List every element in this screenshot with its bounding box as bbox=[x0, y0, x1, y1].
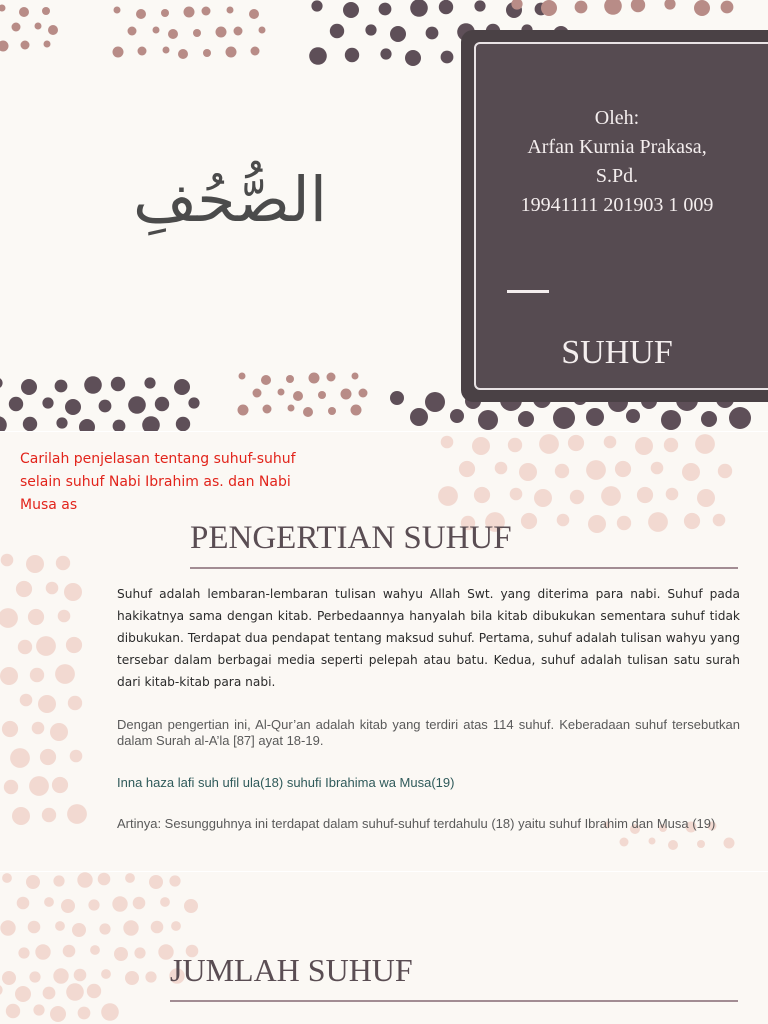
decorative-dot bbox=[66, 983, 84, 1001]
decorative-dot bbox=[52, 777, 68, 793]
decorative-dot bbox=[136, 9, 146, 19]
decorative-dot bbox=[142, 416, 160, 432]
decorative-dot bbox=[234, 27, 243, 36]
decorative-dot bbox=[557, 514, 570, 527]
decorative-dot bbox=[58, 610, 71, 623]
decorative-dot bbox=[29, 776, 49, 796]
decorative-dot bbox=[626, 409, 640, 423]
decorative-dot bbox=[718, 464, 732, 478]
decorative-dot bbox=[309, 373, 320, 384]
decorative-dot bbox=[695, 434, 715, 454]
decorative-dot bbox=[459, 461, 475, 477]
decorative-dot bbox=[168, 29, 178, 39]
decorative-dot bbox=[18, 640, 32, 654]
decorative-dot bbox=[16, 581, 32, 597]
decorative-dot bbox=[78, 1007, 91, 1020]
decorative-dot bbox=[61, 899, 75, 913]
decorative-dot bbox=[35, 23, 42, 30]
decorative-dot bbox=[10, 748, 30, 768]
decorative-dot bbox=[510, 488, 523, 501]
decorative-dot bbox=[330, 24, 344, 38]
decorative-dot bbox=[67, 804, 87, 824]
decorative-dot bbox=[160, 897, 170, 907]
decorative-dot bbox=[570, 490, 584, 504]
decorative-dot bbox=[541, 0, 557, 16]
decorative-dot bbox=[648, 512, 668, 532]
decorative-dot bbox=[631, 0, 645, 12]
decorative-dot bbox=[286, 375, 294, 383]
decorative-dot bbox=[87, 984, 101, 998]
decorative-dot bbox=[721, 1, 734, 14]
decorative-dot bbox=[309, 47, 327, 65]
decorative-dot bbox=[637, 487, 653, 503]
decorative-dot bbox=[534, 489, 552, 507]
decorative-dot bbox=[293, 391, 303, 401]
decorative-dot bbox=[111, 377, 125, 391]
decorative-dot bbox=[359, 389, 368, 398]
decorative-dot bbox=[33, 1004, 44, 1015]
decorative-dot bbox=[649, 838, 656, 845]
decorative-dot bbox=[380, 48, 391, 59]
decorative-dot bbox=[134, 947, 145, 958]
decorative-dot bbox=[729, 407, 751, 429]
decorative-dot bbox=[586, 460, 606, 480]
decorative-dot bbox=[345, 48, 359, 62]
decorative-dot bbox=[701, 411, 717, 427]
title-divider bbox=[507, 290, 549, 293]
decorative-dot bbox=[1, 554, 14, 567]
decorative-dot bbox=[12, 23, 21, 32]
decorative-dot bbox=[697, 489, 715, 507]
decorative-dot bbox=[26, 555, 44, 573]
decorative-dot bbox=[664, 438, 678, 452]
decorative-dot bbox=[53, 968, 68, 983]
decorative-dot bbox=[26, 875, 40, 889]
decorative-dot bbox=[682, 463, 700, 481]
decorative-dot bbox=[0, 377, 3, 388]
decorative-dot bbox=[184, 899, 198, 913]
decorative-dot bbox=[253, 389, 262, 398]
decorative-dot bbox=[278, 389, 285, 396]
decorative-dot bbox=[518, 411, 534, 427]
decorative-dot bbox=[55, 921, 65, 931]
decorative-dot bbox=[184, 7, 195, 18]
decorative-dot bbox=[410, 0, 428, 17]
decorative-dot bbox=[149, 875, 163, 889]
decorative-dot bbox=[101, 969, 111, 979]
decorative-dot bbox=[20, 694, 33, 707]
decorative-dot bbox=[145, 971, 156, 982]
decorative-dot bbox=[125, 873, 135, 883]
decorative-dot bbox=[251, 47, 260, 56]
decorative-dot bbox=[123, 920, 138, 935]
decorative-dot bbox=[450, 409, 464, 423]
decorative-dot bbox=[35, 944, 50, 959]
decorative-dot bbox=[53, 875, 64, 886]
decorative-dot bbox=[0, 41, 9, 52]
decorative-dot bbox=[365, 24, 376, 35]
decorative-dot bbox=[575, 1, 588, 14]
decorative-dot bbox=[311, 0, 322, 11]
decorative-dot bbox=[114, 7, 121, 14]
decorative-dot bbox=[28, 921, 41, 934]
decorative-dot bbox=[42, 808, 56, 822]
decorative-dot bbox=[472, 437, 490, 455]
decorative-dot bbox=[99, 400, 112, 413]
decorative-dot bbox=[474, 487, 490, 503]
decorative-dot bbox=[555, 464, 569, 478]
decorative-dot bbox=[2, 873, 12, 883]
cover-slide bbox=[0, 0, 768, 432]
cover-title: SUHUF bbox=[561, 334, 673, 371]
decorative-dot bbox=[0, 920, 15, 935]
decorative-dot bbox=[99, 923, 110, 934]
author-name: Arfan Kurnia Prakasa, bbox=[527, 136, 707, 158]
heading-underline bbox=[190, 567, 738, 569]
decorative-dot bbox=[77, 872, 92, 887]
decorative-dot bbox=[155, 397, 169, 411]
decorative-dot bbox=[63, 945, 76, 958]
decorative-dot bbox=[303, 407, 313, 417]
decorative-dot bbox=[38, 695, 56, 713]
decorative-dot bbox=[588, 515, 606, 533]
decorative-dot bbox=[88, 899, 99, 910]
section-heading: PENGERTIAN SUHUF bbox=[190, 520, 512, 556]
decorative-dot bbox=[48, 25, 58, 35]
decorative-dot bbox=[568, 435, 584, 451]
decorative-dot bbox=[193, 29, 201, 37]
decorative-dot bbox=[32, 722, 45, 735]
decorative-dot bbox=[521, 513, 537, 529]
decorative-dot bbox=[508, 438, 522, 452]
decorative-dot bbox=[21, 41, 30, 50]
decorative-dot bbox=[724, 838, 735, 849]
decorative-dot bbox=[697, 840, 705, 848]
arabic-title: الصُّحُفِ bbox=[132, 163, 328, 236]
decorative-dot bbox=[617, 516, 631, 530]
decorative-dot bbox=[0, 416, 7, 432]
decorative-dot bbox=[98, 873, 111, 886]
definition-slide bbox=[0, 432, 768, 872]
decorative-dot bbox=[438, 486, 458, 506]
decorative-dot bbox=[379, 3, 392, 16]
decorative-dot bbox=[4, 780, 18, 794]
decorative-dot bbox=[50, 723, 68, 741]
decorative-dot bbox=[426, 27, 439, 40]
decorative-dot bbox=[28, 609, 44, 625]
decorative-dot bbox=[239, 373, 246, 380]
decorative-dot bbox=[539, 434, 559, 454]
verse-translation: Artinya: Sesungguhnya ini terdapat dalam suhuf-suhuf terdahulu (18) yaitu suhuf Ibrahim dan Musa (19) bbox=[117, 816, 716, 831]
decorative-dot bbox=[151, 921, 164, 934]
decorative-dot bbox=[226, 47, 237, 58]
decorative-dot bbox=[261, 375, 271, 385]
decorative-dot bbox=[620, 838, 629, 847]
decorative-dot bbox=[125, 971, 139, 985]
verse-transliteration: Inna haza lafi suh ufil ula(18) suhufi Ibrahima wa Musa(19) bbox=[117, 775, 455, 790]
author-degree: S.Pd. bbox=[595, 165, 639, 187]
decorative-dot bbox=[174, 379, 190, 395]
decorative-dot bbox=[327, 373, 336, 382]
decorative-dot bbox=[30, 668, 44, 682]
decorative-dot bbox=[70, 750, 83, 763]
decorative-dot bbox=[661, 410, 681, 430]
decorative-dot bbox=[42, 397, 53, 408]
decorative-dot bbox=[138, 47, 147, 56]
decorative-dot bbox=[713, 514, 726, 527]
assignment-instruction: Carilah penjelasan tentang suhuf-suhuf selain suhuf Nabi Ibrahim as. dan Nabi Musa as bbox=[20, 451, 296, 513]
decorative-dot bbox=[249, 9, 259, 19]
decorative-dot bbox=[133, 897, 146, 910]
decorative-dot bbox=[351, 405, 362, 416]
decorative-dot bbox=[17, 897, 30, 910]
decorative-dot bbox=[114, 947, 128, 961]
decorative-dot bbox=[615, 461, 631, 477]
decorative-dot bbox=[90, 945, 100, 955]
decorative-dot bbox=[65, 399, 81, 415]
decorative-dot bbox=[666, 488, 679, 501]
decorative-dot bbox=[44, 897, 54, 907]
decorative-dot bbox=[0, 5, 6, 12]
decorative-dot bbox=[263, 405, 272, 414]
decorative-dot bbox=[18, 947, 29, 958]
decorative-dot bbox=[478, 410, 498, 430]
decorative-dot bbox=[2, 971, 16, 985]
decorative-dot bbox=[128, 396, 146, 414]
decorative-dot bbox=[153, 27, 160, 34]
decorative-dot bbox=[128, 27, 137, 36]
decorative-dot bbox=[178, 49, 188, 59]
author-id-number: 19941111 201903 1 009 bbox=[520, 194, 714, 216]
decorative-dot bbox=[161, 9, 169, 17]
author-label: Oleh: bbox=[594, 107, 640, 129]
decorative-dot bbox=[15, 986, 31, 1002]
decorative-dot bbox=[163, 47, 170, 54]
decorative-dot bbox=[112, 896, 127, 911]
definition-paragraph: Suhuf adalah lembaran-lembaran tulisan wahyu Allah Swt. yang diterima para nabi. Suhuf pada hakikatnya sama dengan kitab. Perbedaannya hanyalah bila kitab dibukukan sementara suhuf tidak dibukukan. Terdapat dua pendapat tentang maksud suhuf. Pertama, suhuf adalah tulisan wahyu yang tersebar dalam berbagai media seperti pelepah atau batu. Kedua, suhuf adalah tulisan satu surah dari kitab-kitab para nabi. bbox=[117, 587, 740, 689]
decorative-dot bbox=[604, 0, 622, 15]
decorative-dot bbox=[495, 462, 508, 475]
decorative-dot bbox=[171, 921, 181, 931]
decorative-dot bbox=[19, 7, 29, 17]
heading-underline bbox=[170, 1000, 738, 1002]
decorative-dot bbox=[56, 417, 67, 428]
decorative-dot bbox=[694, 0, 710, 16]
explanation-paragraph: Dengan pengertian ini, Al-Qur’an adalah kitab yang terdiri atas 114 suhuf. Keberadaan suhuf tersebutkan dalam Surah al-A’la [87] ayat 18-19. bbox=[117, 717, 740, 748]
decorative-dot bbox=[328, 407, 336, 415]
decorative-dot bbox=[586, 408, 604, 426]
decorative-dot bbox=[651, 462, 664, 475]
decorative-dot bbox=[343, 2, 359, 18]
decorative-dot bbox=[84, 376, 102, 394]
decorative-dot bbox=[405, 50, 421, 66]
decorative-dot bbox=[55, 380, 68, 393]
decorative-dot bbox=[23, 417, 37, 431]
decorative-dot bbox=[43, 987, 56, 1000]
decorative-dot bbox=[441, 51, 454, 64]
decorative-dot bbox=[6, 1004, 20, 1018]
decorative-dot bbox=[56, 556, 70, 570]
decorative-dot bbox=[684, 513, 700, 529]
decorative-dot bbox=[601, 486, 621, 506]
decorative-dot bbox=[2, 721, 18, 737]
decorative-dot bbox=[227, 7, 234, 14]
decorative-dot bbox=[72, 923, 86, 937]
decorative-dot bbox=[64, 583, 82, 601]
decorative-dot bbox=[169, 875, 180, 886]
decorative-dot bbox=[46, 582, 59, 595]
decorative-dot bbox=[441, 436, 454, 449]
decorative-dot bbox=[188, 397, 199, 408]
decorative-dot bbox=[9, 397, 23, 411]
decorative-dot bbox=[474, 0, 485, 11]
section-heading: JUMLAH SUHUF bbox=[170, 952, 413, 988]
decorative-dot bbox=[29, 971, 40, 982]
decorative-dot bbox=[55, 664, 75, 684]
decorative-dot bbox=[42, 7, 50, 15]
author-block bbox=[474, 104, 760, 220]
decorative-dot bbox=[68, 696, 82, 710]
decorative-dot bbox=[390, 26, 406, 42]
decorative-dot bbox=[66, 637, 82, 653]
decorative-dot bbox=[410, 408, 428, 426]
decorative-dot bbox=[238, 405, 249, 416]
decorative-dot bbox=[318, 391, 326, 399]
decorative-dot bbox=[553, 407, 575, 429]
decorative-dot bbox=[664, 0, 675, 10]
decorative-dot bbox=[36, 636, 56, 656]
decorative-dot bbox=[439, 0, 453, 14]
count-slide bbox=[0, 872, 768, 1024]
decorative-dot bbox=[425, 392, 445, 412]
decorative-dot bbox=[668, 840, 678, 850]
decorative-dot bbox=[0, 608, 18, 628]
decorative-dot bbox=[341, 389, 352, 400]
decorative-dot bbox=[12, 807, 30, 825]
decorative-dot bbox=[635, 437, 653, 455]
decorative-dot bbox=[50, 1006, 66, 1022]
decorative-dot bbox=[101, 1003, 119, 1021]
decorative-dot bbox=[604, 436, 617, 449]
decorative-dot bbox=[176, 417, 190, 431]
decorative-dot bbox=[113, 47, 124, 58]
decorative-dot bbox=[216, 27, 227, 38]
decorative-dot bbox=[0, 984, 3, 995]
decorative-dot bbox=[390, 391, 404, 405]
decorative-dot bbox=[74, 969, 87, 982]
decorative-dot bbox=[352, 373, 359, 380]
decorative-dot bbox=[0, 667, 18, 685]
decorative-dot bbox=[288, 405, 295, 412]
decorative-dot bbox=[44, 41, 51, 48]
decorative-dot bbox=[259, 27, 266, 34]
decorative-dot bbox=[203, 49, 211, 57]
decorative-dot bbox=[519, 463, 537, 481]
decorative-dot bbox=[202, 7, 211, 16]
decorative-dot bbox=[144, 377, 155, 388]
decorative-dot bbox=[21, 379, 37, 395]
decorative-dot bbox=[40, 749, 56, 765]
